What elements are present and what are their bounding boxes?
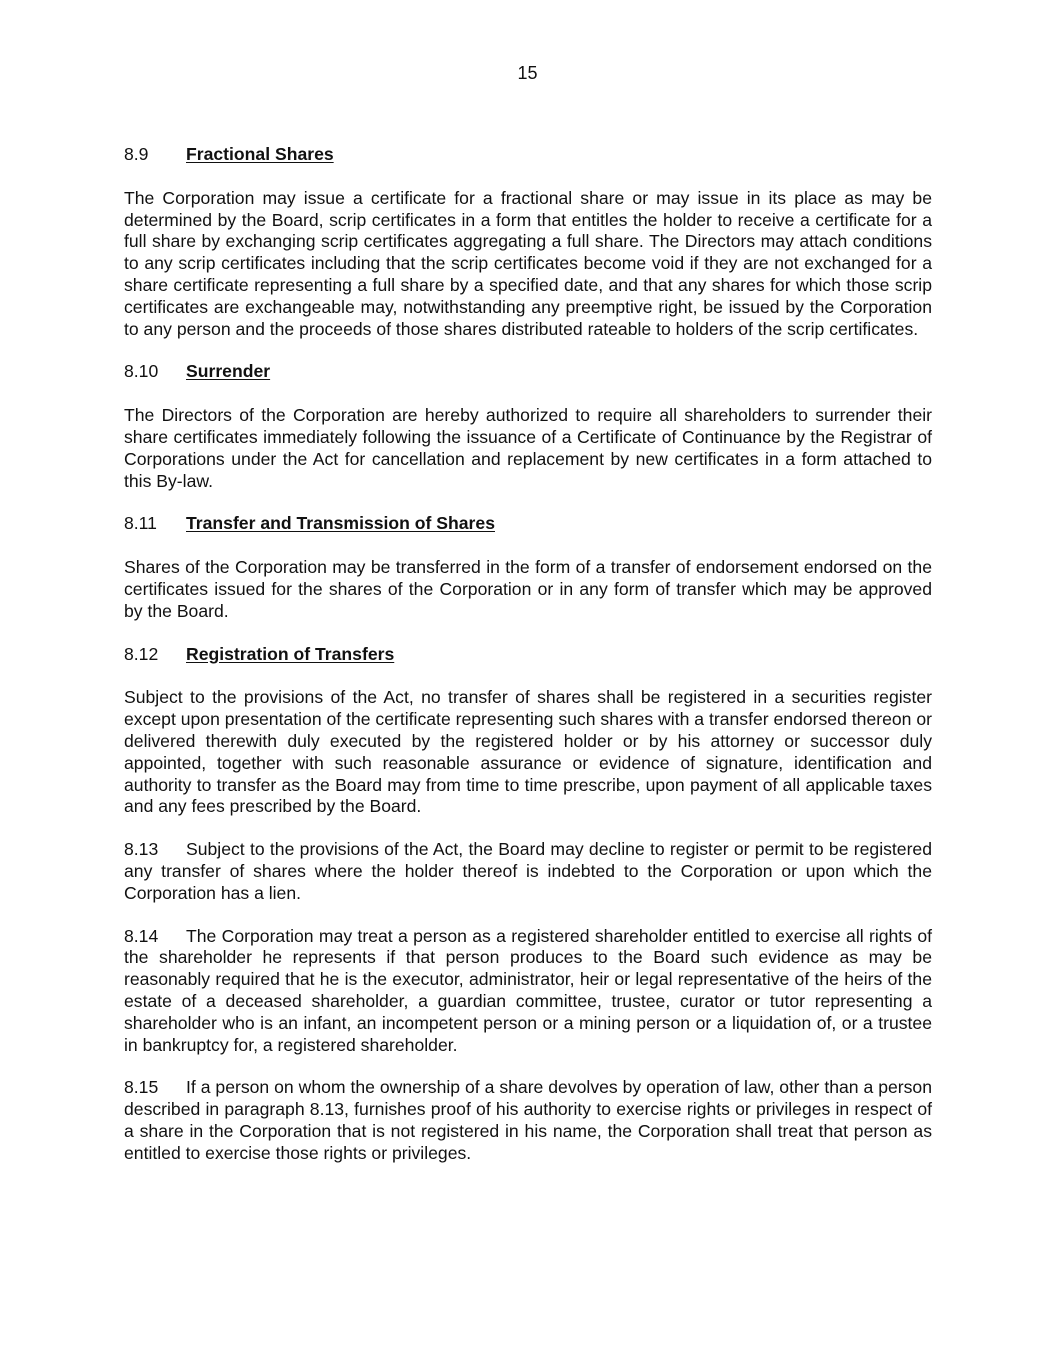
section-paragraph-8-15 xyxy=(124,1077,932,1164)
section-title: Transfer and Transmission of Shares xyxy=(186,513,495,534)
section-number: 8.12 xyxy=(124,643,159,664)
section-paragraph-surrender: The Directors of the Corporation are hereby authorized to require all shareholders to surrender their share certificates immediately following the issuance of a Certificate of Continuance by the Registrar of Corporations under the Act for cancellation and replacement by new certificates in a form attached to this By-law. xyxy=(124,405,932,491)
section-number: 8.9 xyxy=(124,144,149,164)
section-paragraph-registration-transfers: Subject to the provisions of the Act, no transfer of shares shall be registered in a securities register except upon presentation of the certificate representing such shares with a transfer endorsed thereon or delivered therewith duly executed by the registered holder or by his attorney or successor duly appointed, together with such reasonable assurance or evidence of signature, identification and authority to transfer as the Board may from time to time prescribe, upon payment of all applicable taxes and any fees prescribed by the Board. xyxy=(124,687,932,817)
section-paragraph-8-13 xyxy=(124,839,932,904)
section-heading-registration-transfers xyxy=(124,644,932,666)
section-paragraph-fractional-shares: The Corporation may issue a certificate for a fractional share or may issue in its place as may be determined by the Board, scrip certificates in a form that entitles the holder to receive a certificate for a full share by exchanging scrip certificates aggregating a full share. The Directors may attach conditions to any scrip certificates including that the scrip certificates become void if they are not exchanged for a share certificate representing a full share by a specified date, and that any shares for which those scrip certificates are exchangeable may, notwithstanding any preemptive right, be issued by the Corporation to any person and the proceeds of those shares distributed rateable to holders of the scrip certificates. xyxy=(124,187,932,339)
section-number: 8.13 xyxy=(124,839,159,860)
section-heading-fractional-shares xyxy=(124,144,932,166)
section-paragraph-transfer-transmission: Shares of the Corporation may be transferred in the form of a transfer of endorsement endorsed on the certificates issued for the shares of the Corporation or in any form of transfer which may be approved by the Board. xyxy=(124,557,932,621)
section-title: Surrender xyxy=(186,361,271,382)
section-paragraph-8-14 xyxy=(124,926,932,1057)
page-number: 15 xyxy=(517,63,538,83)
section-title: Registration of Transfers xyxy=(186,643,395,664)
section-number: 8.11 xyxy=(124,513,157,534)
section-title: Fractional Shares xyxy=(186,144,334,164)
section-number: 8.14 xyxy=(124,925,159,946)
section-text: Subject to the provisions of the Act, the Board may decline to register or permit to be registered any transfer of shares where the holder thereof is indebted to the Corporation or upon which the Corporation has a lien. xyxy=(124,839,932,903)
section-heading-surrender xyxy=(124,361,932,383)
section-heading-transfer-transmission xyxy=(124,513,932,535)
section-number: 8.10 xyxy=(124,361,159,382)
section-number: 8.15 xyxy=(124,1077,159,1098)
document-body xyxy=(124,144,932,1164)
section-text: If a person on whom the ownership of a share devolves by operation of law, other than a person described in paragraph 8.13, furnishes proof of his authority to exercise rights or privileges in respect of a share in the Corporation that is not registered in his name, the Corporation shall treat that person as entitled to exercise those rights or privileges. xyxy=(124,1077,932,1163)
section-text: The Corporation may treat a person as a registered shareholder entitled to exercise all rights of the shareholder he represents if that person produces to the Board such evidence as may be reasonably required that he is the executor, administrator, heir or legal representative of the heirs of the estate of a deceased shareholder, a guardian committee, trustee, curator or tutor representing a shareholder who is an infant, an incompetent person or a mining person or a liquidation of, or a trustee in bankruptcy for, a registered shareholder. xyxy=(124,925,932,1055)
